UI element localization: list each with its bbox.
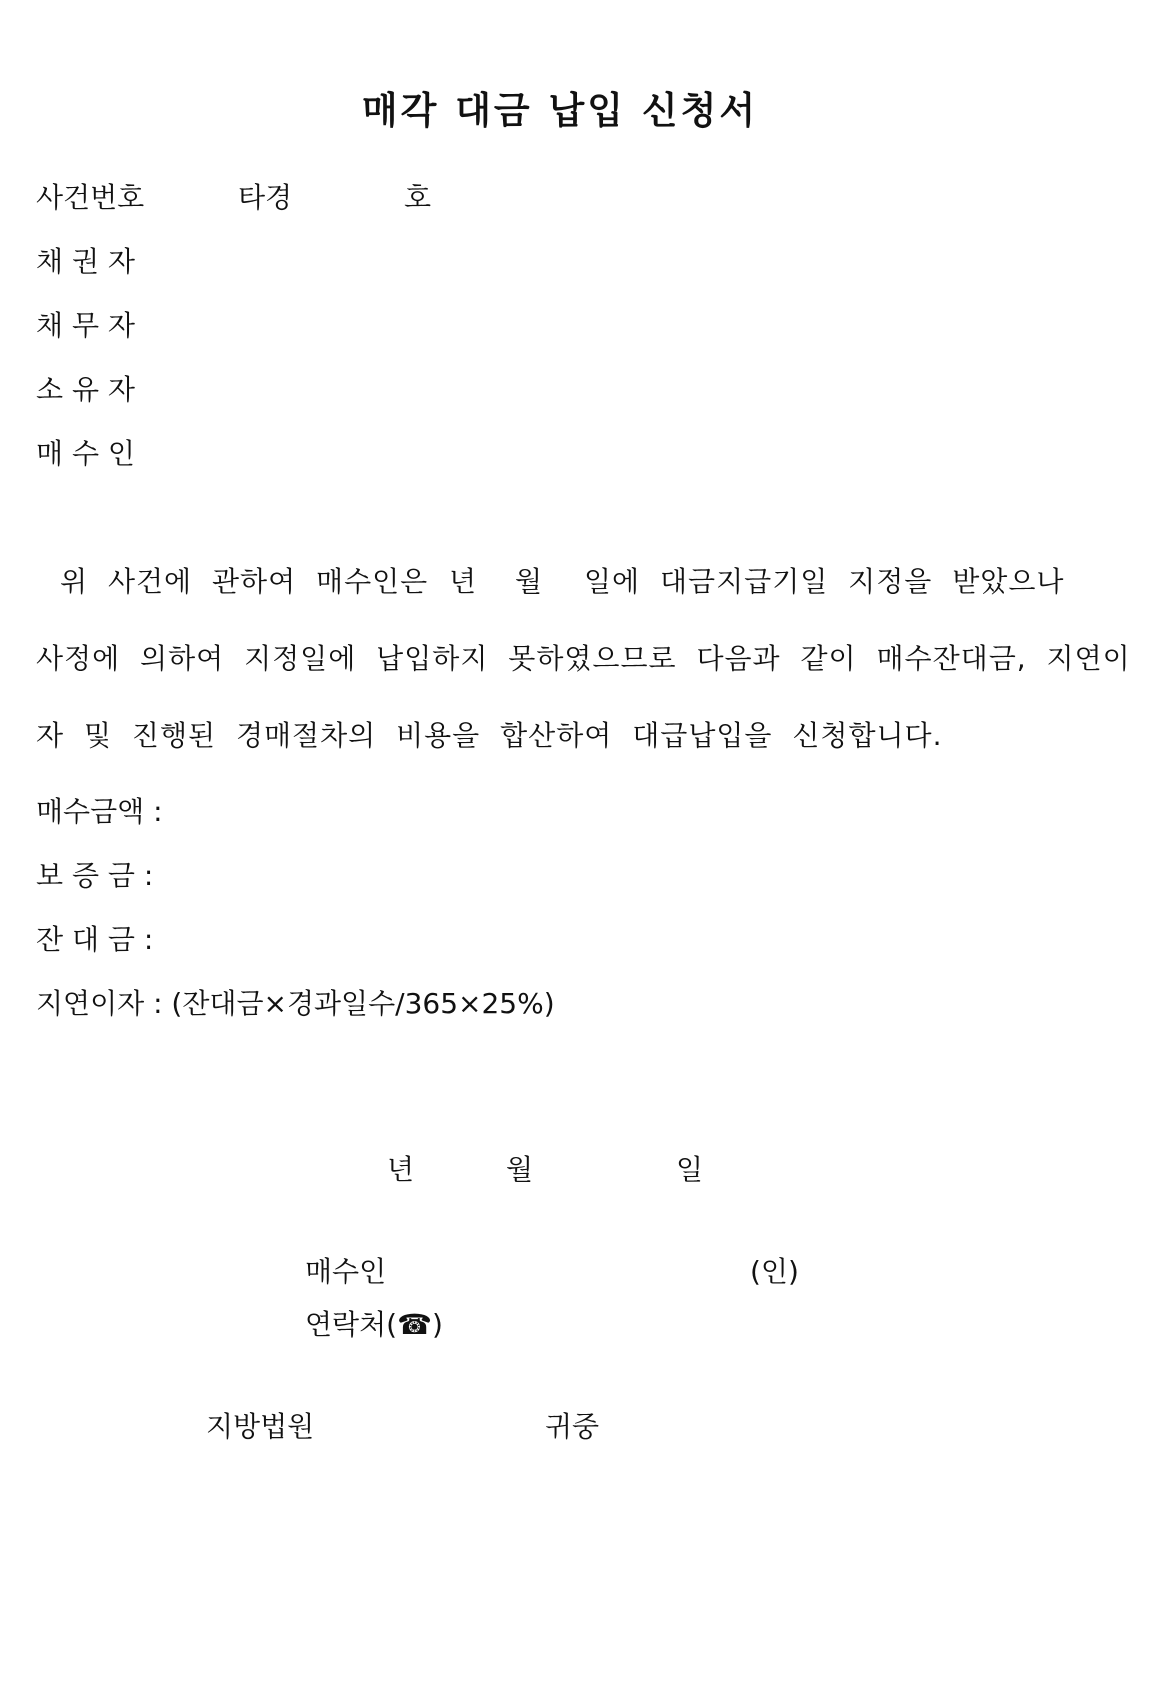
body-line-1-month: 월 — [515, 565, 544, 598]
body-line-3: 자 및 진행된 경매절차의 비용을 합산하여 대급납입을 신청합니다. — [36, 719, 943, 752]
buyer-label: 매 수 인 — [36, 437, 135, 470]
body-line-1-start: 위 사건에 관하여 매수인은 — [60, 565, 429, 598]
balance-label: 잔 대 금 : — [36, 923, 154, 956]
purchase-amount-label: 매수금액 : — [36, 795, 163, 828]
seal-mark: (인) — [750, 1255, 799, 1288]
body-line-1-year: 년 — [449, 565, 478, 598]
court-name: 지방법원 — [206, 1410, 315, 1443]
addressee-honorific: 귀중 — [545, 1410, 600, 1443]
document-title: 매각 대금 납입 신청서 — [361, 89, 759, 132]
owner-label: 소 유 자 — [36, 373, 135, 406]
case-number-suffix: 호 — [404, 181, 432, 214]
debtor-label: 채 무 자 — [36, 309, 135, 342]
case-number-label: 사건번호 — [36, 181, 145, 214]
creditor-label: 채 권 자 — [36, 245, 135, 278]
contact-label: 연락처(☎) — [305, 1308, 443, 1341]
signature-buyer-label: 매수인 — [305, 1255, 387, 1288]
late-interest-label: 지연이자 : (잔대금×경과일수/365×25%) — [36, 987, 555, 1020]
date-month: 월 — [506, 1153, 534, 1186]
date-day: 일 — [676, 1153, 704, 1186]
date-year: 년 — [387, 1153, 415, 1186]
body-line-2: 사정에 의하여 지정일에 납입하지 못하였으므로 다음과 같이 매수잔대금, 지연이 — [36, 642, 1131, 675]
body-line-1-end: 일에 대금지급기일 지정을 받았으나 — [584, 565, 1065, 598]
deposit-label: 보 증 금 : — [36, 859, 154, 892]
case-court-code: 타경 — [238, 181, 293, 214]
